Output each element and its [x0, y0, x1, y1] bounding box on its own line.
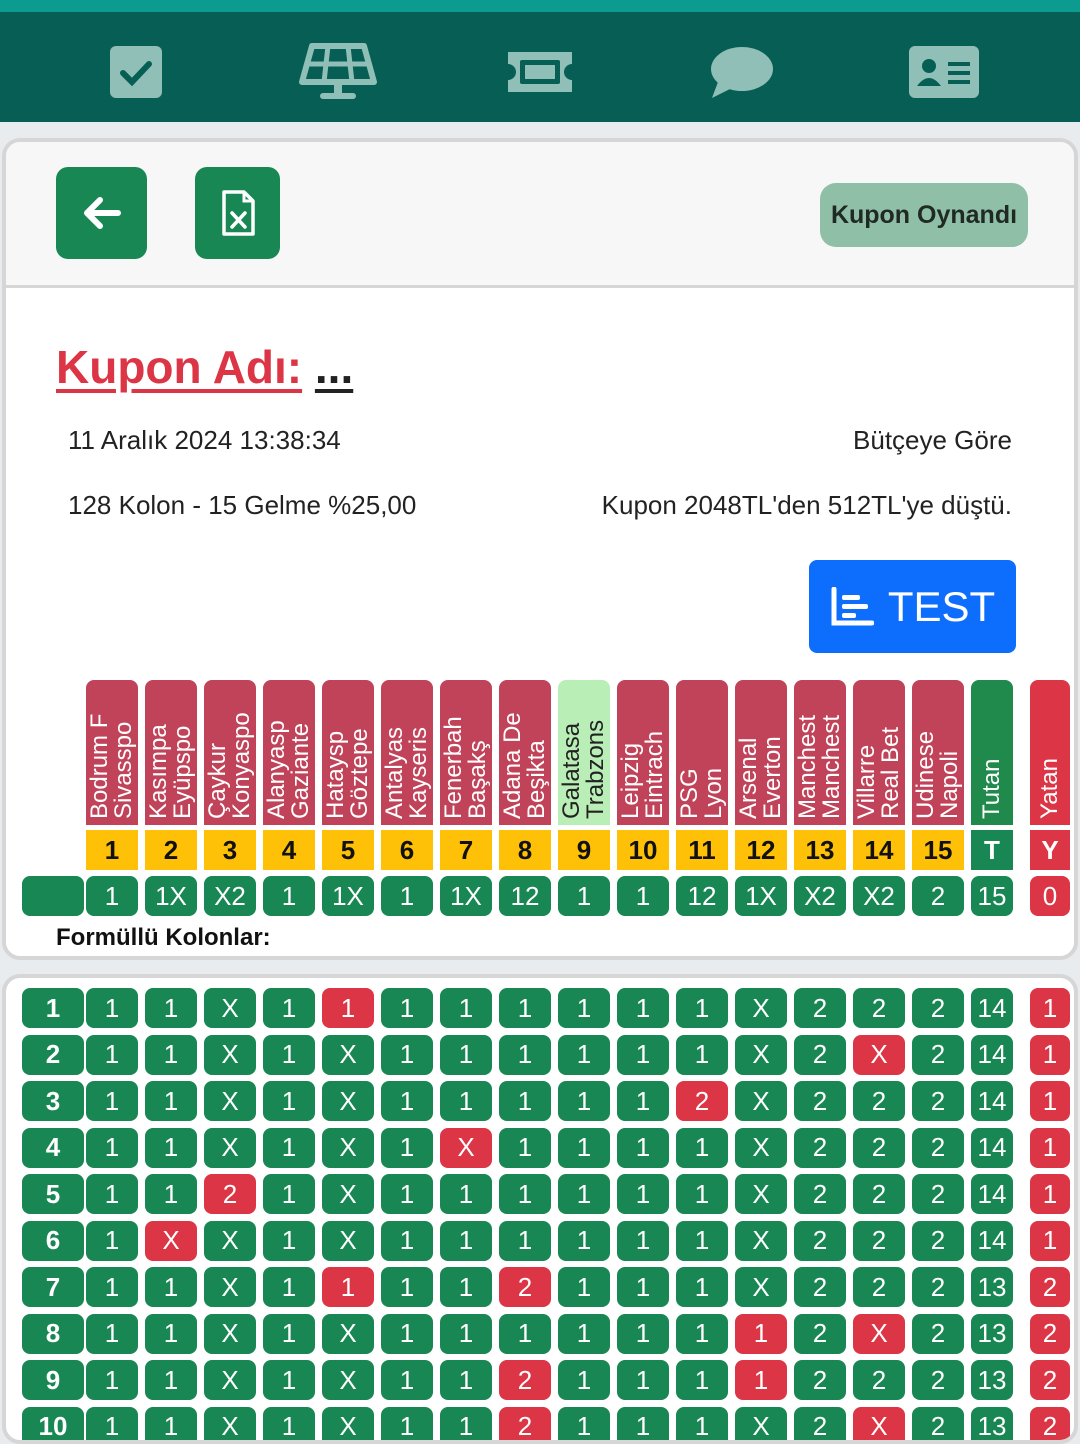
row-pick: 1 [381, 1081, 433, 1121]
row-tutan: 14 [971, 1221, 1013, 1261]
row-pick: 1 [735, 1360, 787, 1400]
match-pick-13[interactable]: X2 [794, 876, 846, 916]
match-teams: Manchest Manchest [796, 684, 844, 819]
row-pick: 1 [440, 1407, 492, 1444]
row-pick: 2 [794, 1407, 846, 1444]
row-pick: 2 [794, 1081, 846, 1121]
arrow-left-icon [80, 191, 124, 235]
row-pick: 1 [558, 1174, 610, 1214]
yatan-label: Yatan [1038, 684, 1062, 819]
row-pick: 1 [558, 988, 610, 1028]
row-pick: 1 [558, 1128, 610, 1168]
match-pick-14[interactable]: X2 [853, 876, 905, 916]
table-row[interactable] [6, 1407, 1078, 1444]
row-pick: 2 [912, 1314, 964, 1354]
row-pick: 2 [853, 1360, 905, 1400]
row-pick: 2 [499, 1267, 551, 1307]
row-pick: X [322, 1314, 374, 1354]
formula-columns-card [2, 974, 1078, 1444]
table-row[interactable] [6, 1128, 1078, 1168]
row-pick: X [735, 1081, 787, 1121]
row-pick: 1 [322, 1267, 374, 1307]
row-pick: X [322, 1174, 374, 1214]
row-pick: 2 [912, 1128, 964, 1168]
row-number: 6 [22, 1221, 84, 1261]
match-number-1: 1 [86, 830, 138, 870]
row-pick: 2 [794, 988, 846, 1028]
row-pick: X [204, 1360, 256, 1400]
match-header-5[interactable] [322, 680, 374, 825]
row-pick: X [322, 1407, 374, 1444]
match-pick-3[interactable]: X2 [204, 876, 256, 916]
match-pick-9[interactable]: 1 [558, 876, 610, 916]
table-row[interactable] [6, 988, 1078, 1028]
row-pick: 1 [381, 1221, 433, 1261]
row-yatan: 1 [1030, 1035, 1070, 1075]
row-pick: 2 [853, 988, 905, 1028]
row-pick: X [145, 1221, 197, 1261]
match-number-4: 4 [263, 830, 315, 870]
match-pick-5[interactable]: 1X [322, 876, 374, 916]
row-pick: 1 [440, 1174, 492, 1214]
row-pick: 2 [912, 1221, 964, 1261]
match-number-12: 12 [735, 830, 787, 870]
row-pick: 1 [86, 1267, 138, 1307]
row-pick: 1 [263, 1407, 315, 1444]
match-teams: Kasımpa Eyüpspo [147, 684, 195, 819]
row-pick: 1 [381, 1407, 433, 1444]
match-pick-1[interactable]: 1 [86, 876, 138, 916]
row-pick: X [322, 1221, 374, 1261]
match-pick-8[interactable]: 12 [499, 876, 551, 916]
row-pick: 1 [440, 1314, 492, 1354]
match-pick-11[interactable]: 12 [676, 876, 728, 916]
card-header [6, 142, 1074, 288]
row-number: 1 [22, 988, 84, 1028]
match-header-13[interactable] [794, 680, 846, 825]
match-pick-15[interactable]: 2 [912, 876, 964, 916]
row-tutan: 14 [971, 988, 1013, 1028]
row-pick: 2 [794, 1267, 846, 1307]
excel-file-icon [220, 189, 256, 237]
row-pick: 1 [440, 1360, 492, 1400]
row-pick: X [735, 1407, 787, 1444]
row-pick: 1 [381, 1314, 433, 1354]
row-pick: X [735, 1267, 787, 1307]
row-pick: 1 [499, 1314, 551, 1354]
match-pick-7[interactable]: 1X [440, 876, 492, 916]
row-pick: X [322, 1081, 374, 1121]
match-number-7: 7 [440, 830, 492, 870]
row-pick: 2 [912, 1360, 964, 1400]
row-pick: 1 [86, 1407, 138, 1444]
row-pick: 1 [617, 1174, 669, 1214]
match-pick-10[interactable]: 1 [617, 876, 669, 916]
row-pick: 1 [145, 1081, 197, 1121]
row-tutan: 13 [971, 1407, 1013, 1444]
row-yatan: 1 [1030, 1128, 1070, 1168]
row-pick: 1 [145, 1035, 197, 1075]
row-pick: 1 [676, 1035, 728, 1075]
row-yatan: 1 [1030, 1221, 1070, 1261]
row-yatan: 1 [1030, 988, 1070, 1028]
row-pick: X [735, 1128, 787, 1168]
test-label: TEST [888, 583, 995, 631]
match-header-2[interactable] [145, 680, 197, 825]
match-teams: Galatasa Trabzons [560, 684, 608, 819]
row-pick: 1 [263, 1360, 315, 1400]
row-pick: 1 [440, 1267, 492, 1307]
row-pick: 1 [617, 1360, 669, 1400]
row-pick: 1 [263, 988, 315, 1028]
match-pick-2[interactable]: 1X [145, 876, 197, 916]
solar-panel-icon[interactable] [298, 42, 378, 102]
table-row[interactable] [6, 1221, 1078, 1261]
row-pick: 1 [499, 1081, 551, 1121]
row-number: 4 [22, 1128, 84, 1168]
row-pick: 1 [499, 1221, 551, 1261]
row-yatan: 1 [1030, 1081, 1070, 1121]
row-pick: 1 [263, 1267, 315, 1307]
row-pick: 1 [86, 1128, 138, 1168]
row-tutan: 13 [971, 1314, 1013, 1354]
row-pick: 1 [499, 1035, 551, 1075]
row-yatan: 1 [1030, 1174, 1070, 1214]
row-pick: 1 [558, 1035, 610, 1075]
row-pick: 1 [86, 1221, 138, 1261]
match-header-1[interactable] [86, 680, 138, 825]
row-pick: 1 [86, 1174, 138, 1214]
match-number-13: 13 [794, 830, 846, 870]
row-pick: 2 [204, 1174, 256, 1214]
row-pick: X [204, 1128, 256, 1168]
match-header-7[interactable] [440, 680, 492, 825]
tutan-label: Tutan [980, 684, 1004, 819]
match-number-15: 15 [912, 830, 964, 870]
match-teams: Udinese Napoli [914, 684, 962, 819]
row-pick: 1 [499, 988, 551, 1028]
row-number: 9 [22, 1360, 84, 1400]
table-row[interactable] [6, 1035, 1078, 1075]
row-pick: 1 [676, 1174, 728, 1214]
match-teams: PSG Lyon [678, 684, 726, 819]
row-pick: 1 [676, 1314, 728, 1354]
match-teams: Antalyas Kayseris [383, 684, 431, 819]
row-pick: 1 [617, 1267, 669, 1307]
row-pick: X [204, 1035, 256, 1075]
match-teams: Arsenal Everton [737, 684, 785, 819]
table-row[interactable] [6, 1081, 1078, 1121]
row-pick: 1 [145, 1267, 197, 1307]
row-pick: 2 [912, 988, 964, 1028]
row-pick: 1 [440, 988, 492, 1028]
row-pick: 1 [558, 1314, 610, 1354]
row-tutan: 14 [971, 1081, 1013, 1121]
ticket-icon[interactable] [500, 42, 580, 102]
match-header-3[interactable] [204, 680, 256, 825]
match-number-2: 2 [145, 830, 197, 870]
row-pick: X [322, 1360, 374, 1400]
match-header-11[interactable] [676, 680, 728, 825]
row-pick: 1 [617, 1128, 669, 1168]
row-pick: 1 [381, 988, 433, 1028]
row-pick: 2 [912, 1035, 964, 1075]
yatan-total: 0 [1030, 876, 1070, 916]
row-pick: 1 [322, 988, 374, 1028]
chat-icon[interactable] [702, 42, 782, 102]
match-pick-6[interactable]: 1 [381, 876, 433, 916]
match-teams: Hataysp Göztepe [324, 684, 372, 819]
row-pick: 2 [912, 1081, 964, 1121]
row-pick: 1 [735, 1314, 787, 1354]
row-pick: 1 [263, 1081, 315, 1121]
row-pick: X [853, 1035, 905, 1075]
match-teams: Leipzig Eintrach [619, 684, 667, 819]
row-number: 7 [22, 1267, 84, 1307]
row-tutan: 14 [971, 1128, 1013, 1168]
back-button[interactable] [56, 167, 147, 259]
row-pick: 2 [912, 1174, 964, 1214]
row-pick: 1 [558, 1267, 610, 1307]
coupon-title-value: ... [315, 341, 353, 393]
row-pick: 2 [853, 1267, 905, 1307]
row-pick: 1 [381, 1174, 433, 1214]
row-pick: 1 [617, 988, 669, 1028]
row-pick: X [204, 1267, 256, 1307]
row-pick: X [735, 988, 787, 1028]
row-pick: 1 [263, 1314, 315, 1354]
match-number-5: 5 [322, 830, 374, 870]
row-pick: X [735, 1174, 787, 1214]
row-pick: 1 [676, 1221, 728, 1261]
checkbox-icon[interactable] [96, 42, 176, 102]
row-pick: 2 [853, 1221, 905, 1261]
row-pick: 1 [263, 1221, 315, 1261]
row-pick: X [322, 1035, 374, 1075]
table-row[interactable] [6, 1267, 1078, 1307]
row-pick: 1 [145, 1314, 197, 1354]
row-pick: 2 [676, 1081, 728, 1121]
excel-export-button[interactable] [195, 167, 280, 259]
row-pick: X [853, 1314, 905, 1354]
row-pick: 2 [794, 1128, 846, 1168]
match-teams: Adana De Beşikta [501, 684, 549, 819]
row-number: 10 [22, 1407, 84, 1444]
tutan-total: 15 [971, 876, 1013, 916]
row-pick: 1 [145, 1174, 197, 1214]
row-pick: 1 [145, 1360, 197, 1400]
row-pick: 2 [499, 1407, 551, 1444]
match-header-14[interactable] [853, 680, 905, 825]
row-pick: 1 [676, 1128, 728, 1168]
coupon-played-button[interactable]: Kupon Oynandı [820, 183, 1028, 247]
row-pick: 1 [676, 1267, 728, 1307]
row-pick: X [204, 988, 256, 1028]
row-pick: 1 [145, 1407, 197, 1444]
coupon-title-label: Kupon Adı: [56, 341, 302, 393]
row-pick: 1 [86, 1081, 138, 1121]
row-pick: 2 [853, 1128, 905, 1168]
row-pick: 1 [617, 1314, 669, 1354]
match-number-10: 10 [617, 830, 669, 870]
row-pick: 1 [617, 1407, 669, 1444]
coupon-mode: Bütçeye Göre [853, 425, 1012, 456]
row-tutan: 14 [971, 1174, 1013, 1214]
row-pick: X [853, 1407, 905, 1444]
row-pick: 1 [676, 1407, 728, 1444]
match-pick-4[interactable]: 1 [263, 876, 315, 916]
row-pick: 2 [794, 1314, 846, 1354]
row-pick: 1 [558, 1407, 610, 1444]
row-pick: X [440, 1128, 492, 1168]
row-pick: X [204, 1221, 256, 1261]
match-number-11: 11 [676, 830, 728, 870]
match-header-10[interactable] [617, 680, 669, 825]
row-pick: 2 [794, 1035, 846, 1075]
row-pick: 1 [381, 1360, 433, 1400]
row-tutan: 13 [971, 1360, 1013, 1400]
match-teams: Alanyasp Gaziante [265, 684, 313, 819]
match-teams: Villarre Real Bet [855, 684, 903, 819]
yatan-short: Y [1030, 830, 1070, 870]
row-number: 3 [22, 1081, 84, 1121]
row-pick: 1 [676, 988, 728, 1028]
chart-icon [830, 587, 874, 627]
row-yatan: 2 [1030, 1360, 1070, 1400]
row-pick: 1 [676, 1360, 728, 1400]
row-number: 2 [22, 1035, 84, 1075]
match-teams: Fenerbah Başakş [442, 684, 490, 819]
row-pick: 1 [381, 1035, 433, 1075]
row-pick: 2 [794, 1174, 846, 1214]
match-header-15[interactable] [912, 680, 964, 825]
row-pick: 1 [499, 1128, 551, 1168]
row-pick: 2 [853, 1174, 905, 1214]
row-pick: 1 [145, 1128, 197, 1168]
row-pick: 1 [263, 1035, 315, 1075]
row-pick: X [204, 1314, 256, 1354]
match-header-9[interactable] [558, 680, 610, 825]
row-tutan: 14 [971, 1035, 1013, 1075]
row-pick: 1 [558, 1360, 610, 1400]
row-pick: 2 [794, 1360, 846, 1400]
row-pick: 1 [499, 1174, 551, 1214]
row-yatan: 2 [1030, 1267, 1070, 1307]
row-pick: 1 [617, 1035, 669, 1075]
row-pick: 2 [794, 1221, 846, 1261]
row-pick: X [735, 1035, 787, 1075]
row-pick: 1 [86, 1314, 138, 1354]
match-number-14: 14 [853, 830, 905, 870]
match-number-6: 6 [381, 830, 433, 870]
tutan-header [971, 680, 1013, 825]
tutan-short: T [971, 830, 1013, 870]
match-teams: Bodrum F Sivasspo [88, 684, 136, 819]
row-pick: 2 [853, 1081, 905, 1121]
yatan-header [1030, 680, 1070, 825]
top-nav-bar [0, 0, 1080, 122]
row-pick: 1 [86, 988, 138, 1028]
row-pick: 1 [617, 1081, 669, 1121]
match-header-4[interactable] [263, 680, 315, 825]
row-number: 5 [22, 1174, 84, 1214]
row-pick: X [322, 1128, 374, 1168]
table-row[interactable] [6, 1314, 1078, 1354]
row-pick: 1 [440, 1081, 492, 1121]
match-number-8: 8 [499, 830, 551, 870]
row-pick: 1 [440, 1221, 492, 1261]
id-card-icon[interactable] [904, 42, 984, 102]
match-header-6[interactable] [381, 680, 433, 825]
row-pick: 1 [86, 1035, 138, 1075]
row-pick: 1 [263, 1174, 315, 1214]
row-pick: 1 [86, 1360, 138, 1400]
row-tutan: 13 [971, 1267, 1013, 1307]
row-pick: 1 [381, 1267, 433, 1307]
coupon-date: 11 Aralık 2024 13:38:34 [68, 425, 341, 456]
row-pick: 1 [440, 1035, 492, 1075]
row-pick: 1 [381, 1128, 433, 1168]
row-pick: X [735, 1221, 787, 1261]
row-pick: 2 [912, 1267, 964, 1307]
table-row[interactable] [6, 1174, 1078, 1214]
match-pick-12[interactable]: 1X [735, 876, 787, 916]
row-pick: 2 [499, 1360, 551, 1400]
test-button[interactable] [809, 560, 1016, 653]
match-header-8[interactable] [499, 680, 551, 825]
row-pick: 1 [558, 1221, 610, 1261]
match-number-3: 3 [204, 830, 256, 870]
table-row[interactable] [6, 1360, 1078, 1400]
row-pick: 1 [263, 1128, 315, 1168]
row-yatan: 2 [1030, 1314, 1070, 1354]
coupon-title [56, 340, 353, 394]
row-pick: 1 [558, 1081, 610, 1121]
row-number: 8 [22, 1314, 84, 1354]
row-pick: 1 [145, 988, 197, 1028]
match-header-12[interactable] [735, 680, 787, 825]
coupon-summary: 128 Kolon - 15 Gelme %25,00 [68, 490, 416, 521]
match-number-9: 9 [558, 830, 610, 870]
row-pick: 1 [617, 1221, 669, 1261]
row-yatan: 2 [1030, 1407, 1070, 1444]
coupon-price-note: Kupon 2048TL'den 512TL'ye düştü. [602, 490, 1012, 521]
row-label-empty [22, 876, 84, 916]
row-pick: X [204, 1081, 256, 1121]
coupon-card [2, 138, 1078, 960]
formula-columns-label: Formüllü Kolonlar: [56, 924, 271, 952]
row-pick: X [204, 1407, 256, 1444]
match-teams: Çaykur Konyaspo [206, 684, 254, 819]
row-pick: 2 [912, 1407, 964, 1444]
